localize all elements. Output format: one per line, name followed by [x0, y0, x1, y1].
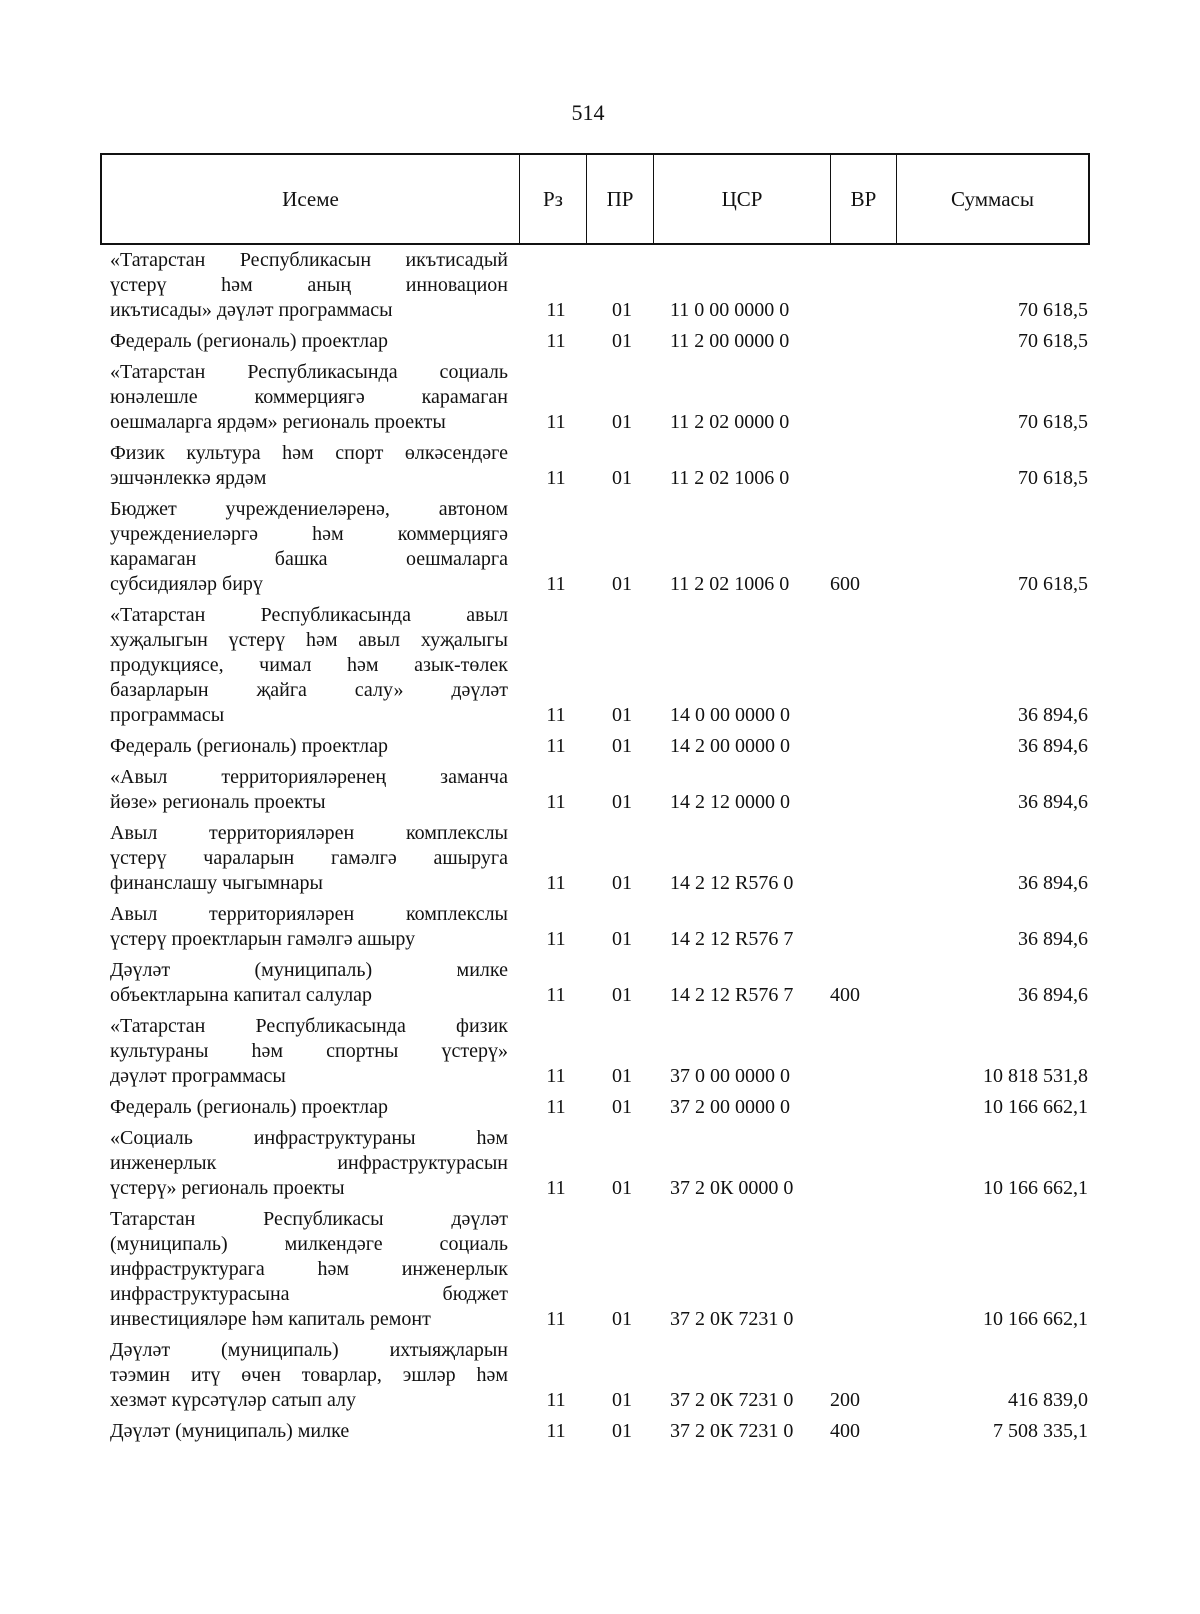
- row-name-line: үстерү» региональ проекты: [110, 1177, 345, 1199]
- table-row: [110, 360, 1090, 435]
- row-name: [110, 1126, 508, 1201]
- row-name-line: «Татарстан Республикасында социаль: [110, 361, 508, 383]
- row-csr: 14 2 12 0000 0: [670, 791, 790, 813]
- row-name: [110, 1338, 508, 1413]
- row-name-line: Федераль (региональ) проектлар: [110, 1096, 388, 1118]
- table-header: [100, 153, 1090, 245]
- table-row: [110, 1126, 1090, 1201]
- row-csr: 14 0 00 0000 0: [670, 704, 790, 726]
- row-pr: 01: [612, 299, 632, 321]
- row-csr: 14 2 12 R576 7: [670, 984, 794, 1006]
- row-csr: 11 2 00 0000 0: [670, 330, 790, 352]
- row-name-line: эшчәнлеккә ярдәм: [110, 467, 267, 489]
- row-rz: 11: [546, 704, 566, 726]
- row-pr: 01: [612, 1420, 632, 1442]
- row-rz: 11: [546, 928, 566, 950]
- row-name-line: инфраструктурасына бюджет: [110, 1283, 508, 1305]
- row-rz: 11: [546, 1065, 566, 1087]
- row-name-line: Татарстан Республикасы дәүләт: [110, 1208, 508, 1230]
- row-name: [110, 603, 508, 728]
- row-sum: 10 818 531,8: [983, 1065, 1088, 1087]
- row-name-line: субсидияләр бирү: [110, 573, 263, 595]
- row-name-line: программасы: [110, 704, 225, 726]
- row-vr: 400: [830, 984, 860, 1006]
- row-rz: 11: [546, 1308, 566, 1330]
- row-rz: 11: [546, 573, 566, 595]
- row-rz: 11: [546, 1177, 566, 1199]
- row-sum: 10 166 662,1: [983, 1177, 1088, 1199]
- table-row: [110, 1014, 1090, 1089]
- row-rz: 11: [546, 984, 566, 1006]
- row-pr: 01: [612, 791, 632, 813]
- row-csr: 11 2 02 0000 0: [670, 411, 790, 433]
- row-pr: 01: [612, 467, 632, 489]
- row-name-line: тәэмин итү өчен товарлар, эшләр һәм: [110, 1364, 508, 1386]
- row-name-line: үстерү чараларын гамәлгә ашыруга: [110, 847, 508, 869]
- row-rz: 11: [546, 411, 566, 433]
- row-name-line: финанслашу чыгымнары: [110, 872, 323, 894]
- row-sum: 36 894,6: [1018, 984, 1088, 1006]
- row-name-line: карамаган башка оешмаларга: [110, 548, 508, 570]
- row-sum: 36 894,6: [1018, 704, 1088, 726]
- row-name: [110, 497, 508, 597]
- row-name-line: икътисады» дәүләт программасы: [110, 299, 393, 321]
- row-rz: 11: [546, 467, 566, 489]
- row-name-line: «Татарстан Республикасын икътисадый: [110, 249, 508, 271]
- row-name-line: Авыл территорияләрен комплекслы: [110, 903, 508, 925]
- row-pr: 01: [612, 872, 632, 894]
- row-rz: 11: [546, 330, 566, 352]
- row-name-line: йөзе» региональ проекты: [110, 791, 326, 813]
- row-csr: 11 2 02 1006 0: [670, 467, 790, 489]
- row-name: [110, 958, 508, 1008]
- row-name-line: инфраструктурага һәм инженерлык: [110, 1258, 508, 1280]
- row-rz: 11: [546, 1096, 566, 1118]
- header-pr: ПР: [587, 155, 654, 243]
- row-name: [110, 248, 508, 323]
- row-name-line: учреждениеләргә һәм коммерциягә: [110, 523, 508, 545]
- row-sum: 36 894,6: [1018, 735, 1088, 757]
- row-vr: 600: [830, 573, 860, 595]
- row-name: [110, 1014, 508, 1089]
- row-name-line: продукциясе, чимал һәм азык-төлек: [110, 654, 508, 676]
- row-pr: 01: [612, 573, 632, 595]
- row-pr: 01: [612, 1096, 632, 1118]
- row-vr: 200: [830, 1389, 860, 1411]
- table-row: [110, 958, 1090, 1008]
- row-rz: 11: [546, 299, 566, 321]
- row-sum: 70 618,5: [1018, 573, 1088, 595]
- row-csr: 14 2 00 0000 0: [670, 735, 790, 757]
- table-row: [110, 441, 1090, 491]
- row-csr: 11 2 02 1006 0: [670, 573, 790, 595]
- row-sum: 416 839,0: [1008, 1389, 1088, 1411]
- row-sum: 70 618,5: [1018, 411, 1088, 433]
- row-name-line: объектларына капитал салулар: [110, 984, 373, 1006]
- row-rz: 11: [546, 735, 566, 757]
- row-name: [110, 360, 508, 435]
- row-sum: 36 894,6: [1018, 791, 1088, 813]
- row-name-line: инженерлык инфраструктурасын: [110, 1152, 508, 1174]
- row-name: [110, 902, 508, 952]
- row-pr: 01: [612, 984, 632, 1006]
- row-csr: 14 2 12 R576 0: [670, 872, 794, 894]
- row-csr: 37 0 00 0000 0: [670, 1065, 790, 1087]
- header-sum: Суммасы: [951, 186, 1034, 211]
- row-pr: 01: [612, 735, 632, 757]
- row-name-line: Дәүләт (муниципаль) милке: [110, 1420, 350, 1442]
- header-rz: Рз: [520, 155, 587, 243]
- row-sum: 70 618,5: [1018, 299, 1088, 321]
- row-name-line: Авыл территорияләрен комплекслы: [110, 822, 508, 844]
- table-row: [110, 1095, 1090, 1120]
- row-pr: 01: [612, 928, 632, 950]
- row-name: [110, 734, 508, 759]
- row-sum: 36 894,6: [1018, 928, 1088, 950]
- row-sum: 7 508 335,1: [993, 1420, 1088, 1442]
- row-pr: 01: [612, 411, 632, 433]
- table-row: [110, 765, 1090, 815]
- header-csr: ЦСР: [654, 155, 831, 243]
- row-pr: 01: [612, 1308, 632, 1330]
- row-name-line: Федераль (региональ) проектлар: [110, 330, 388, 352]
- row-name-line: (муниципаль) милкендәге социаль: [110, 1233, 508, 1255]
- row-name-line: Физик культура һәм спорт өлкәсендәге: [110, 442, 508, 464]
- table-row: [110, 1419, 1090, 1444]
- row-csr: 37 2 00 0000 0: [670, 1096, 790, 1118]
- row-rz: 11: [546, 1420, 566, 1442]
- table-row: [110, 603, 1090, 728]
- header-name: Исеме: [102, 155, 520, 243]
- row-name-line: «Авыл территорияләренең заманча: [110, 766, 508, 788]
- row-sum: 10 166 662,1: [983, 1308, 1088, 1330]
- row-rz: 11: [546, 872, 566, 894]
- row-name: [110, 821, 508, 896]
- row-csr: 14 2 12 R576 7: [670, 928, 794, 950]
- row-name-line: Федераль (региональ) проектлар: [110, 735, 388, 757]
- page-number: 514: [571, 100, 605, 125]
- row-name-line: дәүләт программасы: [110, 1065, 286, 1087]
- row-name-line: Бюджет учреждениеләренә, автоном: [110, 498, 508, 520]
- table-row: [110, 902, 1090, 952]
- row-name-line: Дәүләт (муниципаль) ихтыяҗларын: [110, 1339, 508, 1361]
- row-pr: 01: [612, 1065, 632, 1087]
- table-row: [110, 1207, 1090, 1332]
- row-name: [110, 1207, 508, 1332]
- row-pr: 01: [612, 704, 632, 726]
- row-pr: 01: [612, 1389, 632, 1411]
- table-body: [110, 248, 1090, 1450]
- row-name-line: «Татарстан Республикасында авыл: [110, 604, 508, 626]
- row-name: [110, 1095, 508, 1120]
- table-row: [110, 248, 1090, 323]
- row-vr: 400: [830, 1420, 860, 1442]
- row-name-line: юнәлешле коммерциягә карамаган: [110, 386, 508, 408]
- row-pr: 01: [612, 330, 632, 352]
- row-csr: 37 2 0К 7231 0: [670, 1420, 794, 1442]
- row-rz: 11: [546, 1389, 566, 1411]
- row-name-line: оешмаларга ярдәм» региональ проекты: [110, 411, 446, 433]
- table-row: [110, 497, 1090, 597]
- row-sum: 70 618,5: [1018, 330, 1088, 352]
- table-row: [110, 1338, 1090, 1413]
- row-name-line: культураны һәм спортны үстерү»: [110, 1040, 508, 1062]
- row-name-line: хуҗалыгын үстерү һәм авыл хуҗалыгы: [110, 629, 508, 651]
- row-name: [110, 329, 508, 354]
- header-vr: ВР: [831, 155, 897, 243]
- row-name-line: үстерү проектларын гамәлгә ашыру: [110, 928, 416, 950]
- table-row: [110, 329, 1090, 354]
- table-row: [110, 821, 1090, 896]
- row-csr: 37 2 0К 7231 0: [670, 1389, 794, 1411]
- row-csr: 11 0 00 0000 0: [670, 299, 790, 321]
- row-name: [110, 441, 508, 491]
- row-name-line: инвестицияләре һәм капиталь ремонт: [110, 1308, 431, 1330]
- row-csr: 37 2 0К 7231 0: [670, 1308, 794, 1330]
- row-name-line: хезмәт күрсәтүләр сатып алу: [110, 1389, 356, 1411]
- row-name-line: базарларын җайга салу» дәүләт: [110, 679, 508, 701]
- row-name-line: «Татарстан Республикасында физик: [110, 1015, 508, 1037]
- row-name: [110, 1419, 508, 1444]
- row-pr: 01: [612, 1177, 632, 1199]
- row-name-line: «Социаль инфраструктураны һәм: [110, 1127, 508, 1149]
- row-sum: 70 618,5: [1018, 467, 1088, 489]
- row-sum: 36 894,6: [1018, 872, 1088, 894]
- row-sum: 10 166 662,1: [983, 1096, 1088, 1118]
- row-name-line: үстерү һәм аның инновацион: [110, 274, 508, 296]
- table-row: [110, 734, 1090, 759]
- row-rz: 11: [546, 791, 566, 813]
- row-name-line: Дәүләт (муниципаль) милке: [110, 959, 508, 981]
- row-csr: 37 2 0К 0000 0: [670, 1177, 794, 1199]
- row-name: [110, 765, 508, 815]
